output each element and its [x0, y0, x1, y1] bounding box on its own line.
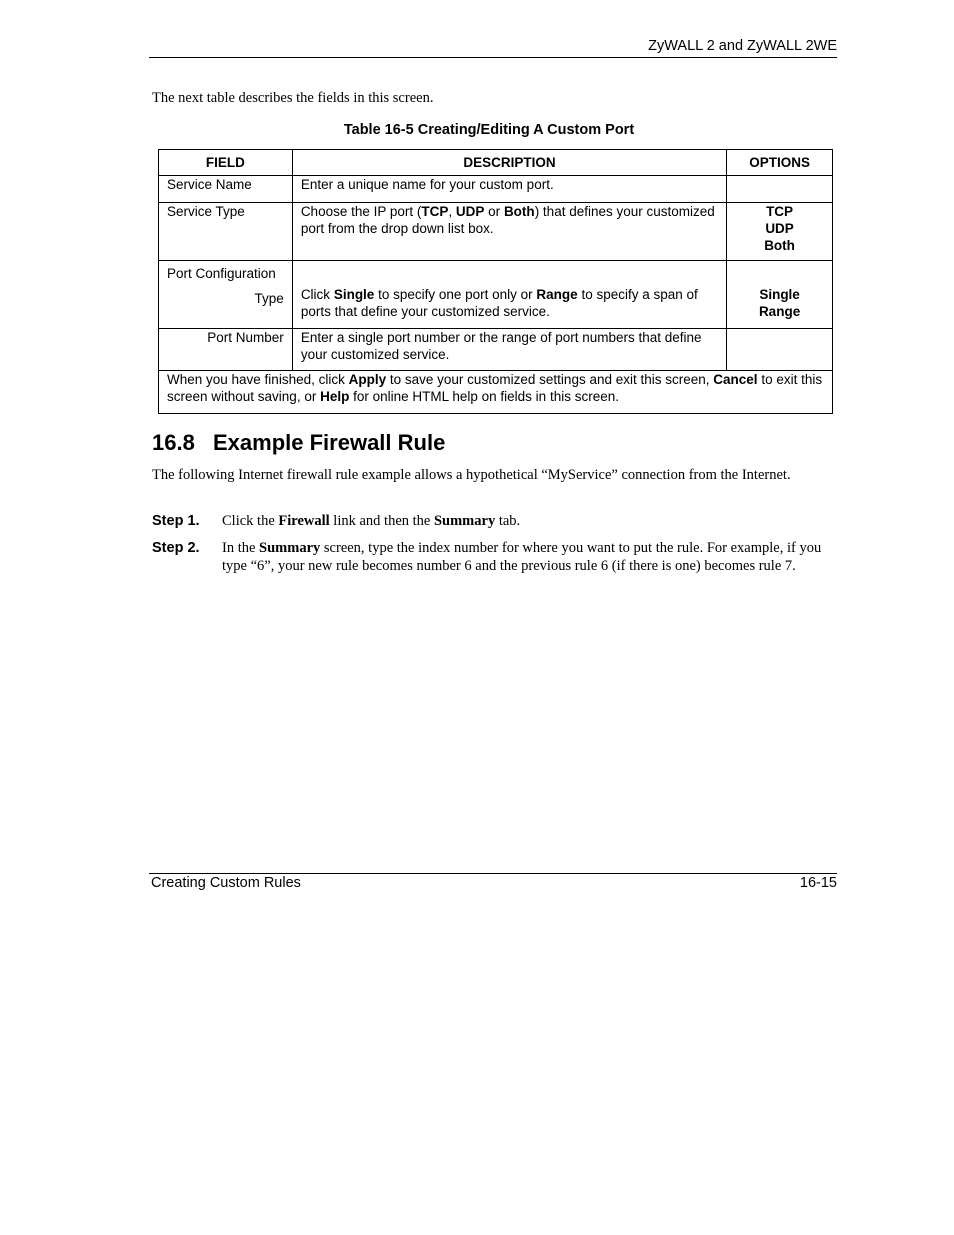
table-row — [159, 329, 833, 371]
page-number: 16-15 — [799, 875, 837, 891]
section-paragraph: The following Internet firewall rule example allows a hypothetical “MyService” connection from the Internet. — [152, 467, 791, 483]
field-cell — [159, 261, 293, 329]
field-cell: Port Number — [159, 329, 293, 371]
table-row — [159, 176, 833, 203]
column-header-description: DESCRIPTION — [292, 150, 726, 176]
fields-table — [158, 149, 833, 414]
section-number: 16.8 — [152, 430, 195, 455]
column-header-field: FIELD — [159, 150, 293, 176]
option-value: Single — [759, 287, 800, 302]
field-cell: Service Type — [159, 203, 293, 261]
option-value: Both — [764, 238, 795, 253]
step-label: Step 1. — [152, 513, 200, 529]
column-header-options: OPTIONS — [727, 150, 833, 176]
footer-divider — [149, 873, 837, 874]
step-text: In the Summary screen, type the index number for where you want to put the rule. For example, if you type “6”, your new rule becomes number 6 and the previous rule 6 (if there is one) becomes rule 7. — [222, 540, 822, 574]
table-footer-row — [159, 371, 833, 414]
intro-text: The next table describes the fields in this screen. — [152, 90, 434, 106]
option-value: UDP — [765, 221, 794, 236]
step-item — [152, 539, 842, 575]
header-divider — [149, 57, 837, 58]
subfield-label: Type — [254, 291, 284, 306]
table-row — [159, 261, 833, 329]
step-item — [152, 512, 842, 530]
description-cell: Enter a unique name for your custom port. — [292, 176, 726, 203]
option-value: TCP — [766, 204, 794, 219]
page-header-title: ZyWALL 2 and ZyWALL 2WE — [648, 38, 837, 54]
options-cell — [727, 261, 833, 329]
description-cell: Enter a single port number or the range of port numbers that define your customized service. — [292, 329, 726, 371]
description-cell: Click Single to specify one port only or Range to specify a span of ports that define your customized service. — [292, 261, 726, 329]
table-title: Table 16-5 Creating/Editing A Custom Port — [343, 122, 635, 138]
step-text: Click the Firewall link and then the Summary tab. — [222, 513, 521, 529]
option-value: Range — [758, 304, 801, 319]
field-group-label: Port Configuration — [167, 266, 276, 281]
description-cell: Choose the IP port (TCP, UDP or Both) that defines your customized port from the drop down list box. — [292, 203, 726, 261]
options-cell — [727, 203, 833, 261]
table-footer-note: When you have finished, click Apply to save your customized settings and exit this screen, Cancel to exit this screen without saving, or Help for online HTML help on fields in this screen. — [159, 371, 833, 414]
step-label: Step 2. — [152, 540, 200, 556]
section-heading — [152, 430, 445, 456]
options-cell — [727, 329, 833, 371]
footer-chapter-title: Creating Custom Rules — [151, 875, 301, 891]
table-row — [159, 203, 833, 261]
field-cell: Service Name — [159, 176, 293, 203]
options-cell — [727, 176, 833, 203]
table-header-row — [159, 150, 833, 176]
section-title: Example Firewall Rule — [213, 430, 446, 455]
